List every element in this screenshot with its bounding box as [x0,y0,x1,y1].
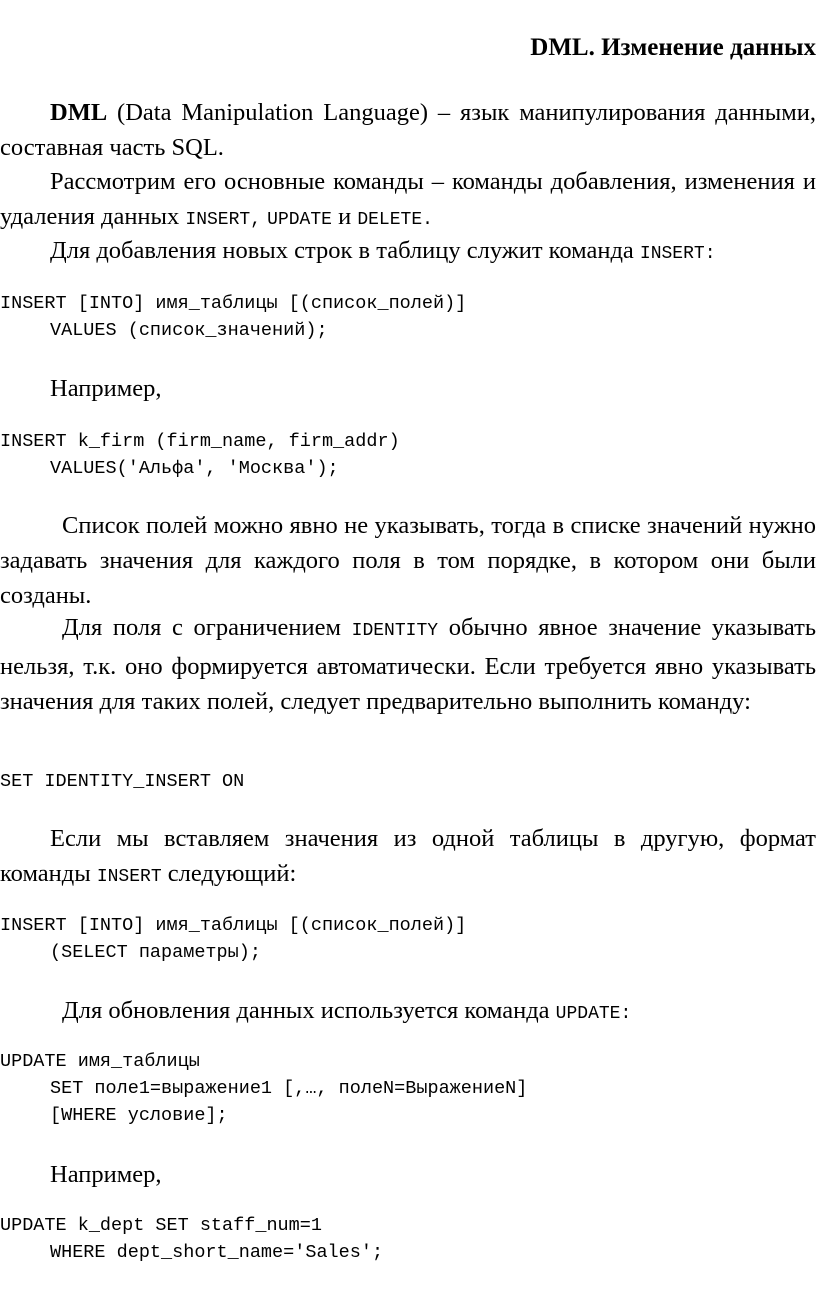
inline-code-update: UPDATE [267,210,332,230]
code-block-identity-insert: SET IDENTITY_INSERT ON [0,771,245,792]
code-block-insert-select: INSERT [INTO] имя_таблицы [(список_полей)] (SELECT параметры); [0,915,467,963]
code-block-update-example: UPDATE k_dept SET staff_num=1 WHERE dept_short_name='Sales'; [0,1215,384,1263]
paragraph-insert-intro: Для добавления новых строк в таблицу служит команда INSERT: [50,237,716,264]
inline-code-update: UPDATE: [555,1004,632,1024]
inline-code-insert: INSERT, [185,210,262,230]
inline-code-identity: IDENTITY [351,621,439,641]
paragraph-main-commands: Рассмотрим его основные команды – команды добавления, изменения и удаления данных INSERT, UPDATE и DELETE. [0,168,816,230]
example-label: Например, [50,375,162,402]
dml-term: DML [50,99,108,126]
paragraph-update-intro: Для обновления данных используется команда UPDATE: [62,997,632,1024]
inline-code-insert: INSERT [96,867,162,887]
code-block-update-syntax: UPDATE имя_таблицы SET поле1=выражение1 [,…, полеN=ВыражениеN] [WHERE условие]; [0,1051,528,1126]
paragraph-dml-definition: DML (Data Manipulation Language) – язык манипулирования данными, составная часть SQL. [0,99,816,161]
paragraph-field-list: Список полей можно явно не указывать, тогда в списке значений нужно задавать значения для каждого поля в том порядке, в котором они были созданы. [0,512,816,609]
inline-code-insert: INSERT: [639,244,716,264]
example-label: Например, [50,1161,162,1188]
code-block-insert-example: INSERT k_firm (firm_name, firm_addr) VALUES('Альфа', 'Москва'); [0,431,400,479]
page-title: DML. Изменение данных [530,34,816,61]
code-block-insert-syntax: INSERT [INTO] имя_таблицы [(список_полей)] VALUES (список_значений); [0,293,467,341]
paragraph-insert-select: Если мы вставляем значения из одной таблицы в другую, формат команды INSERT следующий: [0,825,816,887]
inline-code-delete: DELETE. [357,210,433,230]
paragraph-identity: Для поля с ограничением IDENTITY обычно явное значение указывать нельзя, т.к. оно формируется автоматически. Если требуется явно указывать значения для таких полей, следует предварительно выполнить команду: [0,614,816,715]
